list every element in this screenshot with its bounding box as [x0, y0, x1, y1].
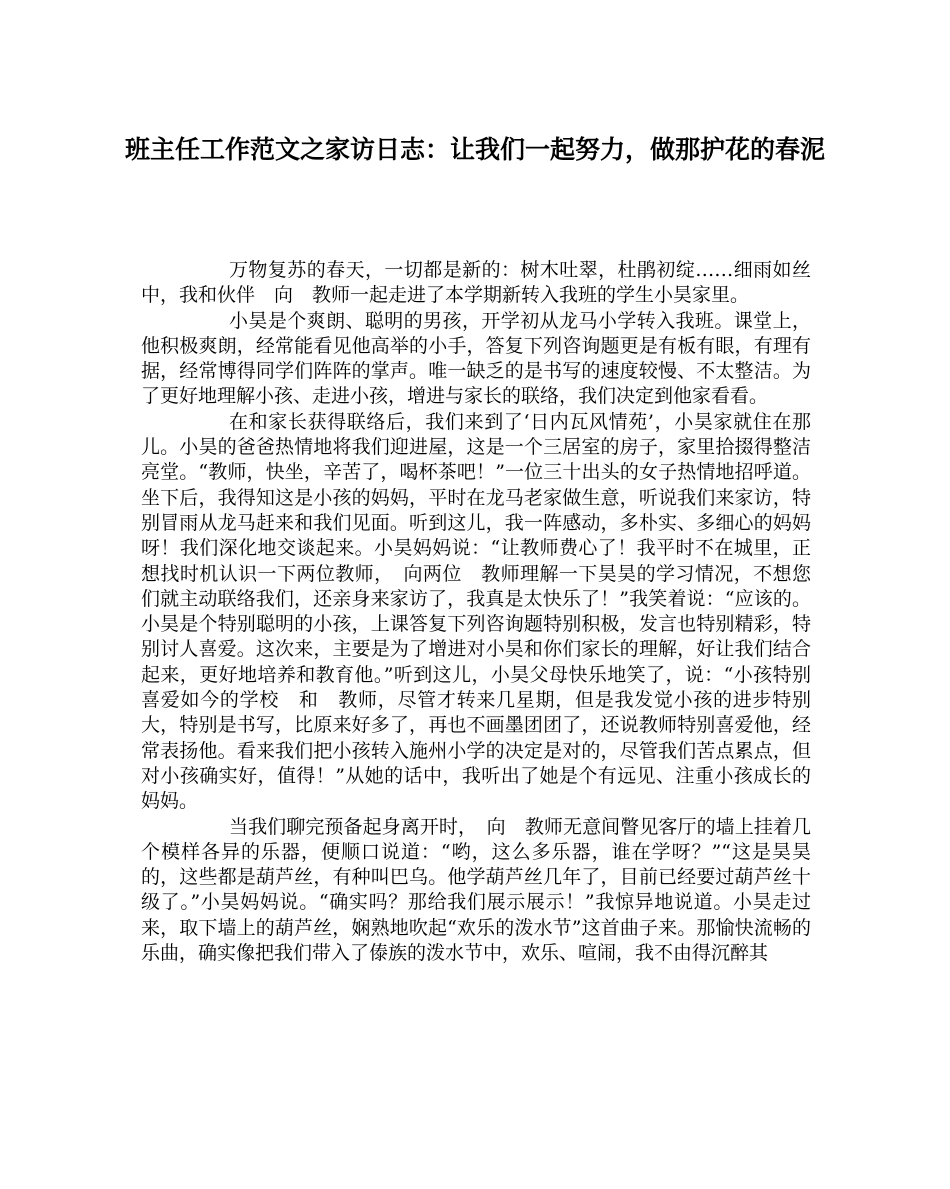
paragraph: 万物复苏的春天，一切都是新的：树木吐翠，杜鹃初绽……细雨如丝中，我和伙伴 向 教师一起走进了本学期新转入我班的学生小昊家里。 — [141, 259, 811, 307]
document-title: 班主任工作范文之家访日志：让我们一起努力，做那护花的春泥 — [124, 135, 825, 164]
paragraph: 在和家长获得联络后，我们来到了‘日内瓦风情苑’，小昊家就住在那儿。小昊的爸爸热情地将我们迎进屋，这是一个三居室的房子，家里拾掇得整洁亮堂。“教师，快坐，辛苦了，喝杯茶吧！”一位三十出头的女子热情地招呼道。坐下后，我得知这是小孩的妈妈，平时在龙马老家做生意，听说我们来家访，特别冒雨从龙马赶来和我们见面。听到这儿，我一阵感动，多朴实、多细心的妈妈呀！我们深化地交谈起来。小昊妈妈说：“让教师费心了！我平时不在城里，正想找时机认识一下两位教师， 向两位 教师理解一下昊昊的学习情况，不想您们就主动联络我们，还亲身来家访了，我真是太快乐了！”我笑着说：“应该的。小昊是个特别聪明的小孩，上课答复下列咨询题特别积极，发言也特别精彩，特别讨人喜爱。这次来，主要是为了增进对小昊和你们家长的理解，好让我们结合起来，更好地培养和教育他。”听到这儿，小昊父母快乐地笑了，说：“小孩特别喜爱如今的学校 和 教师，尽管才转来几星期，但是我发觉小孩的进步特别大，特别是书写，比原来好多了，再也不画墨团团了，还说教师特别喜爱他，经常表扬他。看来我们把小孩转入施州小学的决定是对的，尽管我们苦点累点，但对小孩确实好，值得！”从她的话中，我听出了她是个有远见、注重小孩成长的妈妈。 — [141, 410, 811, 813]
paragraph: 小昊是个爽朗、聪明的男孩，开学初从龙马小学转入我班。课堂上，他积极爽朗，经常能看见他高举的小手，答复下列咨询题更是有板有眼，有理有据，经常博得同学们阵阵的掌声。唯一缺乏的是书写的速度较慢、不太整洁。为了更好地理解小孩、走进小孩，增进与家长的联络，我们决定到他家看看。 — [141, 309, 811, 408]
paragraph: 当我们聊完预备起身离开时， 向 教师无意间瞥见客厅的墙上挂着几个模样各异的乐器，便顺口说道：“哟，这么多乐器，谁在学呀？”“这是昊昊的，这些都是葫芦丝，有种叫巴乌。他学葫芦丝几年了，目前已经要过葫芦丝十级了。”小昊妈妈说。“确实吗？那给我们展示展示！”我惊异地说道。小昊走过来，取下墙上的葫芦丝，娴熟地吹起“欢乐的泼水节”这首曲子来。那愉快流畅的乐曲，确实像把我们带入了傣族的泼水节中，欢乐、喧闹，我不由得沉醉其 — [141, 815, 811, 965]
document-body — [141, 258, 811, 966]
